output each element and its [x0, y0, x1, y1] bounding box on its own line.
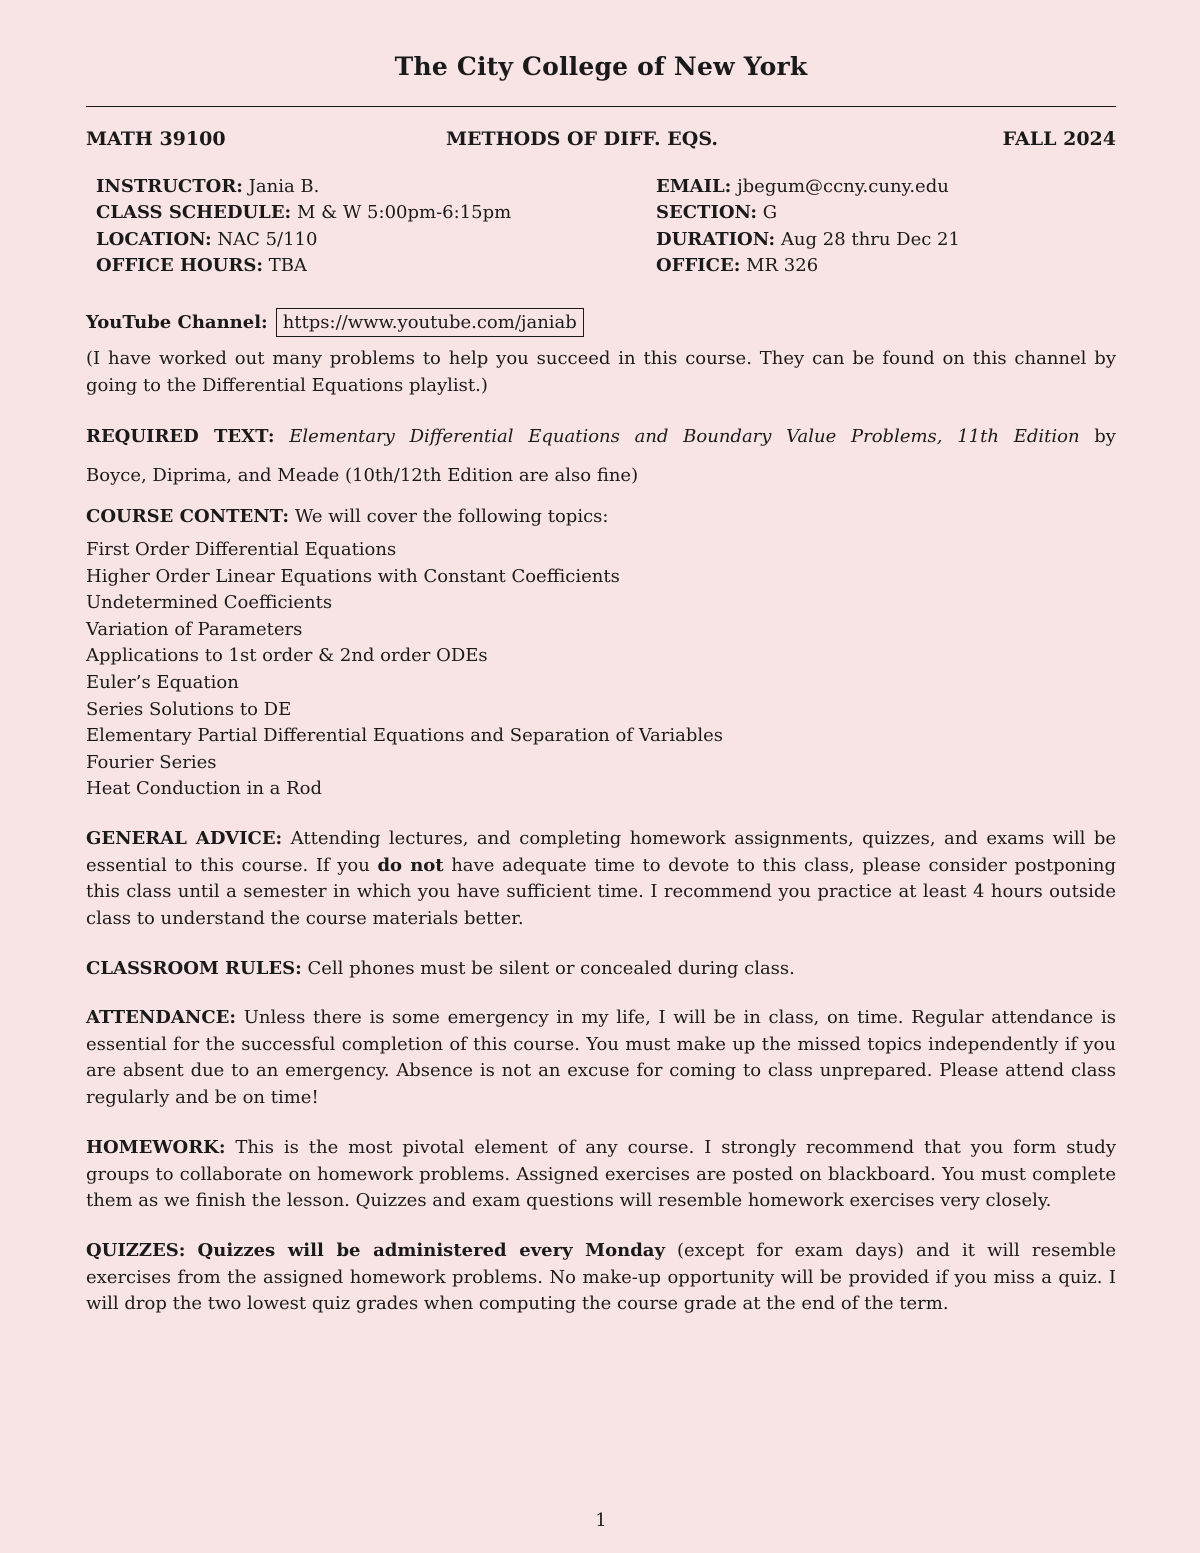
info-value: NAC 5/110: [217, 228, 318, 250]
info-value: Aug 28 thru Dec 21: [780, 228, 960, 250]
quizzes-text: (except for exam days) and it will resemble exercises from the assigned homework problems. No make-up opportunity will be provided if you miss a quiz. I will drop the two lowest quiz grades when computing the course grade at the end of the term.: [86, 1240, 1116, 1314]
list-item: Applications to 1st order & 2nd order ODEs: [86, 645, 488, 667]
attendance-label: ATTENDANCE:: [86, 1007, 237, 1028]
info-email: [656, 174, 960, 200]
required-text-authors: Boyce, Diprima, and Meade (10th/12th Edition are also fine): [86, 465, 639, 486]
page-number: 1: [595, 1510, 607, 1531]
info-value: M & W 5:00pm-6:15pm: [296, 202, 512, 224]
course-content-heading: [86, 504, 1116, 531]
general-advice-text-a: Attending lectures, and completing homework assignments, quizzes, and exams will be essential to this course. If you: [86, 828, 1116, 876]
required-text-by: by: [1094, 426, 1116, 447]
classroom-rules-text: Cell phones must be silent or concealed during class.: [307, 958, 795, 979]
info-value: G: [762, 202, 778, 224]
course-header-row: [86, 128, 1116, 150]
homework-section: [86, 1135, 1116, 1215]
info-value: MR 326: [746, 254, 819, 276]
general-advice-section: [86, 826, 1116, 932]
list-item: First Order Differential Equations: [86, 539, 397, 560]
info-value: jbegum@ccny.cuny.edu: [737, 176, 949, 197]
list-item: Higher Order Linear Equations with Constant Coefficients: [86, 565, 620, 587]
info-label: INSTRUCTOR:: [96, 176, 243, 197]
info-instructor: [96, 174, 511, 200]
header-rule: [86, 106, 1116, 107]
info-label: DURATION:: [656, 228, 776, 250]
info-office: [656, 253, 960, 279]
list-item: Undetermined Coefficients: [86, 592, 333, 614]
info-schedule: [96, 200, 511, 226]
info-label: EMAIL:: [656, 176, 732, 197]
homework-text: This is the most pivotal element of any course. I strongly recommend that you form study groups to collaborate on homework problems. Assigned exercises are posted on blackboard. You must complete them as we finish the lesson. Quizzes and exam questions will resemble homework exercises very closely.: [86, 1137, 1116, 1211]
homework-label: HOMEWORK:: [86, 1137, 226, 1158]
attendance-section: [86, 1005, 1116, 1111]
general-advice-emphasis: do not: [377, 854, 444, 876]
youtube-label: YouTube Channel:: [86, 312, 268, 333]
info-duration: [656, 227, 960, 253]
general-advice-label: GENERAL ADVICE:: [86, 828, 283, 849]
list-item: Variation of Parameters: [86, 618, 303, 640]
required-text-label: REQUIRED TEXT:: [86, 426, 275, 447]
info-label: CLASS SCHEDULE:: [96, 202, 292, 224]
info-section: [656, 200, 960, 226]
course-name: METHODS OF DIFF. EQS.: [446, 128, 718, 150]
required-text-line: [86, 424, 1116, 451]
list-item: Series Solutions to DE: [86, 698, 292, 720]
youtube-note: (I have worked out many problems to help you succeed in this course. They can be found on this channel by going to the Differential Equations playlist.): [86, 348, 1116, 396]
course-code: MATH 39100: [86, 128, 226, 150]
info-label: SECTION:: [656, 202, 757, 224]
list-item: Fourier Series: [86, 751, 217, 773]
syllabus-page: [86, 0, 1116, 1553]
classroom-rules-label: CLASSROOM RULES:: [86, 958, 302, 979]
attendance-text: Unless there is some emergency in my life, I will be in class, on time. Regular attendance is essential for the successful completion of this course. You must make up the missed topics independently if you are absent due to an emergency. Absence is not an excuse for coming to class unprepared. Please attend class regularly and be on time!: [86, 1007, 1116, 1108]
institution-title: The City College of New York: [394, 52, 808, 81]
info-left-column: [96, 174, 511, 279]
general-advice-text-b: have adequate time to devote to this class, please consider postponing this class until a semester in which you have sufficient time. I recommend you practice at least 4 hours outside class to understand the course materials better.: [86, 854, 1116, 929]
youtube-row: [86, 308, 584, 337]
course-content-intro: We will cover the following topics:: [294, 506, 609, 527]
course-content-label: COURSE CONTENT:: [86, 506, 290, 527]
quizzes-emphasis: Quizzes will be administered every Monday: [197, 1240, 665, 1261]
quizzes-label: QUIZZES:: [86, 1240, 186, 1261]
info-right-column: [656, 174, 960, 279]
info-value: Jania B.: [248, 176, 320, 197]
course-term: FALL 2024: [1002, 128, 1116, 150]
info-label: LOCATION:: [96, 228, 212, 250]
quizzes-section: [86, 1238, 1116, 1318]
info-label: OFFICE HOURS:: [96, 254, 263, 276]
youtube-link[interactable]: https://www.youtube.com/janiab: [276, 308, 584, 337]
info-office-hours: [96, 253, 511, 279]
list-item: Heat Conduction in a Rod: [86, 778, 323, 800]
info-label: OFFICE:: [656, 254, 741, 276]
info-value: TBA: [268, 254, 307, 276]
list-item: Elementary Partial Differential Equations and Separation of Variables: [86, 725, 724, 747]
required-text-title: Elementary Differential Equations and Boundary Value Problems, 11th Edition: [289, 426, 1080, 447]
topic-list: [86, 537, 723, 803]
list-item: Euler’s Equation: [86, 671, 239, 693]
info-location: [96, 227, 511, 253]
classroom-rules-section: [86, 956, 1116, 983]
